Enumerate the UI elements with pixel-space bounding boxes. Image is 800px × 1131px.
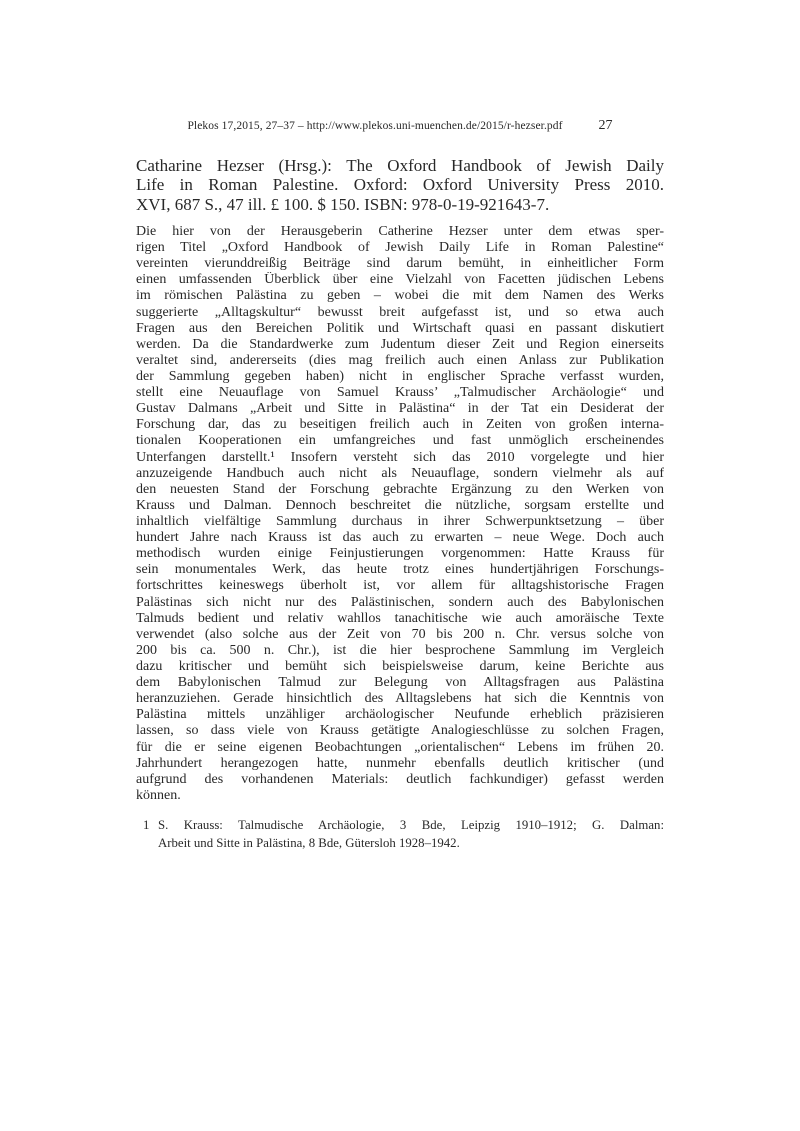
title-line: Catharine Hezser (Hrsg.): The Oxford Handbook of Jewish Daily — [136, 156, 664, 175]
body-line: sein monumentales Werk, das heute trotz eines hundertjährigen Forschungs- — [136, 562, 664, 578]
title-line: Life in Roman Palestine. Oxford: Oxford University Press 2010. — [136, 175, 664, 195]
body-line: vereinten vierunddreißig Beiträge sind darum bemüht, in einheitlicher Form — [136, 256, 664, 272]
body-line: heranzuziehen. Gerade hinsichtlich des Alltagslebens hat sich die Kenntnis von — [136, 691, 664, 707]
body-line: methodisch wurden einige Feinjustierungen vorgenommen: Hatte Krauss für — [136, 546, 664, 562]
body-line: der Sammlung gegeben haben) nicht in englischer Sprache verfasst wurden, — [136, 368, 664, 384]
body-line: Forschung dar, das zu beseitigen freilich auch in Zeiten von großen interna- — [136, 417, 664, 433]
body-line: inhaltlich vielfältige Sammlung durchaus in ihrer Schwerpunktsetzung – über — [136, 513, 664, 529]
body-line: werden. Da die Standardwerke zum Judentum dieser Zeit und Region einerseits — [136, 336, 664, 352]
body-line: stellt eine Neuauflage von Samuel Krauss’ „Talmudischer Archäologie“ und — [136, 385, 664, 401]
body-line: fortschrittes keineswegs überholt ist, vor allem für alltagshistorische Fragen — [136, 578, 664, 594]
body-line: Palästina mittels unzähliger archäologischer Neufunde erheblich präzisieren — [136, 707, 664, 723]
body-line: Unterfangen darstellt.¹ Insofern versteht sich das 2010 vorgelegte und hier — [136, 449, 664, 465]
body-line: 200 bis ca. 500 n. Chr.), ist die hier besprochene Sammlung im Vergleich — [136, 642, 664, 658]
body-line: Krauss und Dalman. Dennoch beschreitet die nützliche, sorgsam erstellte und — [136, 497, 664, 513]
body-line: tionalen Kooperationen ein umfangreiches und fast unmöglich erscheinendes — [136, 433, 664, 449]
body-line: den neuesten Stand der Forschung gebrachte Ergänzung zu den Werken von — [136, 481, 664, 497]
body-line: lassen, so dass viele von Krauss getätigte Analogieschlüsse zu solchen Fragen, — [136, 723, 664, 739]
body-line: hundert Jahre nach Krauss ist das auch zu erwarten – neue Wege. Doch auch — [136, 530, 664, 546]
running-title: Plekos 17,2015, 27–37 – http://www.plekos.uni-muenchen.de/2015/r-hezser.pdf — [187, 120, 563, 132]
body-line: aufgrund des vorhandenen Materials: deutlich fachkundiger) gefasst werden — [136, 771, 664, 787]
body-line: Fragen aus den Bereichen Politik und Wirtschaft quasi en passant diskutiert — [136, 320, 664, 336]
body-line: können. — [136, 787, 181, 803]
footnote-line: S. Krauss: Talmudische Archäologie, 3 Bde, Leipzig 1910–1912; G. Dalman: — [158, 818, 664, 832]
page-number: 27 — [598, 118, 613, 133]
body-line: veraltet sind, andererseits (dies mag freilich auch einen Anlass zur Publikation — [136, 352, 664, 368]
body-line: dem Babylonischen Talmud zur Belegung von Alltagsfragen aus Palästina — [136, 675, 664, 691]
body-line: dazu kritischer und bemüht sich beispielsweise darum, keine Berichte aus — [136, 658, 664, 674]
title-line: XVI, 687 S., 47 ill. £ 100. $ 150. ISBN: 978-0-19-921643-7. — [136, 194, 550, 214]
body-line: Die hier von der Herausgeberin Catherine Hezser unter dem etwas sper- — [136, 224, 664, 239]
body-line: einen umfassenden Überblick über eine Vielzahl von Facetten jüdischen Lebens — [136, 272, 664, 288]
body-line: Palästinas sich nicht nur des Palästinischen, sondern auch des Babylonischen — [136, 594, 664, 610]
body-line: anzuzeigende Handbuch auch nicht als Neuauflage, sondern vielmehr als auf — [136, 465, 664, 481]
page-header — [136, 118, 664, 134]
body-line: für die er seine eigenen Beobachtungen „orientalischen“ Lebens im frühen 20. — [136, 739, 664, 755]
review-body — [136, 224, 664, 804]
body-line: Talmuds bedient und relativ wahllos tanachitische wie auch amoräische Texte — [136, 610, 664, 626]
body-line: im römischen Palästina zu geben – wobei die mit dem Namen des Werks — [136, 288, 664, 304]
footnote-number: 1 — [143, 818, 150, 832]
body-line: verwendet (also solche aus der Zeit von 70 bis 200 n. Chr. versus solche von — [136, 626, 664, 642]
book-title — [136, 156, 664, 214]
body-line: Jahrhundert herangezogen hatte, nunmehr ebenfalls deutlich kritischer (und — [136, 755, 664, 771]
footnote-line: Arbeit und Sitte in Palästina, 8 Bde, Gütersloh 1928–1942. — [158, 835, 460, 850]
footnote-text — [158, 817, 664, 852]
body-line: Gustav Dalmans „Arbeit und Sitte in Palästina“ in der Tat ein Desiderat der — [136, 401, 664, 417]
body-line: rigen Titel „Oxford Handbook of Jewish Daily Life in Roman Palestine“ — [136, 240, 664, 256]
body-line: suggerierte „Alltagskultur“ bewusst breit aufgefasst ist, und so etwa auch — [136, 304, 664, 320]
footnote — [136, 817, 664, 852]
